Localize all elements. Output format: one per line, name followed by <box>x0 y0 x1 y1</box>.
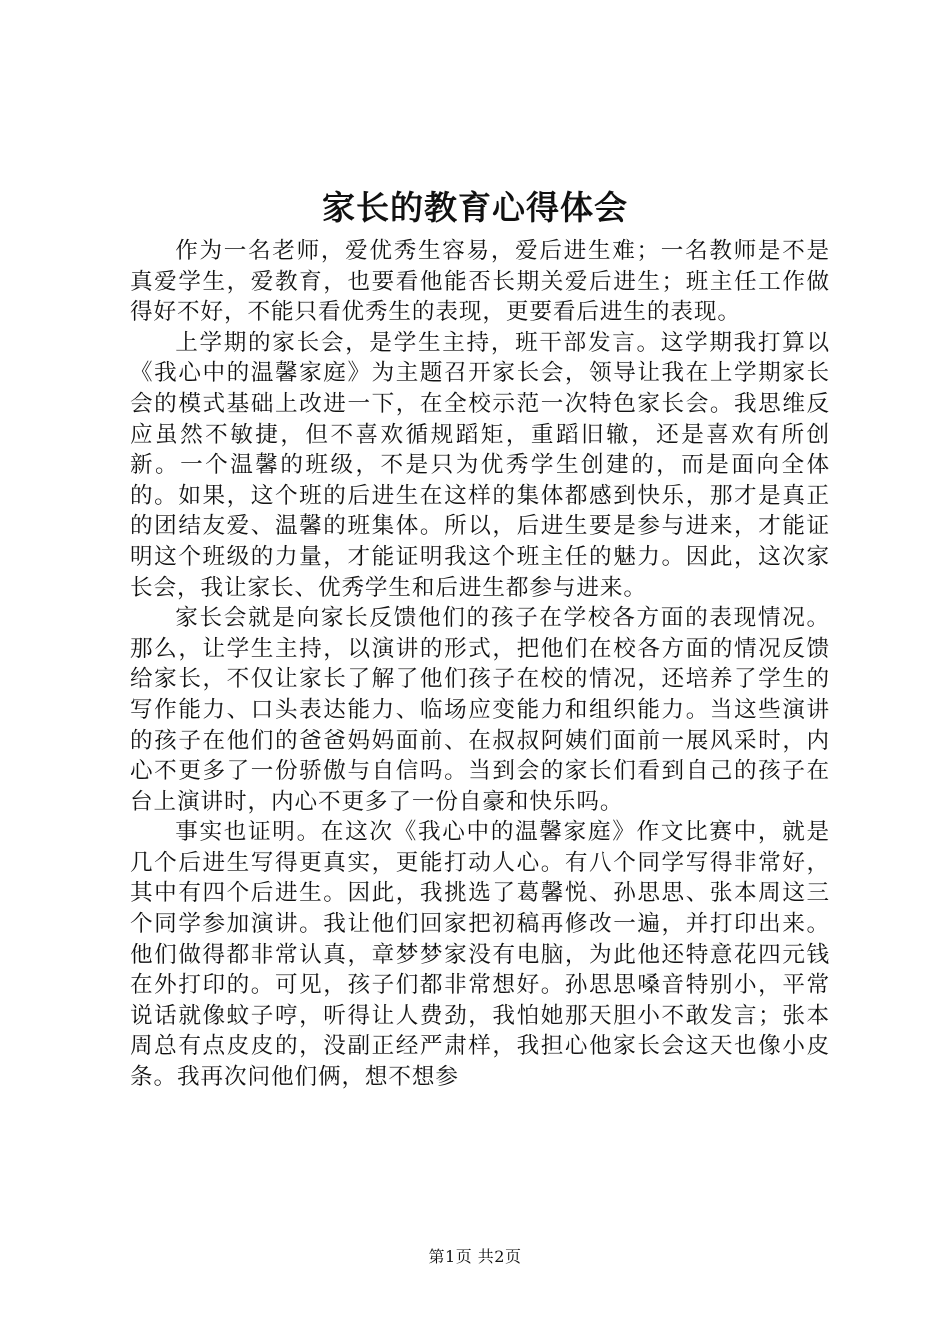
page-number-footer: 第1页 共2页 <box>428 1247 522 1266</box>
paragraph-2: 上学期的家长会，是学生主持，班干部发言。这学期我打算以《我心中的温馨家庭》为主题召开家长会，领导让我在上学期家长会的模式基础上改进一下，在全校示范一次特色家长会。我思维反应虽然不敏捷，但不喜欢循规蹈矩，重蹈旧辙，还是喜欢有所创新。一个温馨的班级，不是只为优秀学生创建的，而是面向全体的。如果，这个班的后进生在这样的集体都感到快乐，那才是真正的团结友爱、温馨的班集体。所以，后进生要是参与进来，才能证明这个班级的力量，才能证明我这个班主任的魅力。因此，这次家长会，我让家长、优秀学生和后进生都参与进来。 <box>130 329 830 601</box>
paragraph-1: 作为一名老师，爱优秀生容易，爱后进生难；一名教师是不是真爱学生，爱教育，也要看他能否长期关爱后进生；班主任工作做得好不好，不能只看优秀生的表现，更要看后进生的表现。 <box>130 238 830 326</box>
paragraph-4: 事实也证明。在这次《我心中的温馨家庭》作文比赛中，就是几个后进生写得更真实，更能打动人心。有八个同学写得非常好，其中有四个后进生。因此，我挑选了葛馨悦、孙思思、张本周这三个同学参加演讲。我让他们回家把初稿再修改一遍，并打印出来。他们做得都非常认真，章梦梦家没有电脑，为此他还特意花四元钱在外打印的。可见，孩子们都非常想好。孙思思嗓音特别小，平常说话就像蚊子哼，听得让人费劲，我怕她那天胆小不敢发言；张本周总有点皮皮的，没副正经严肃样，我担心他家长会这天也像小皮条。我再次问他们俩，想不想参 <box>130 819 830 1091</box>
document-body <box>130 236 830 1093</box>
paragraph-3: 家长会就是向家长反馈他们的孩子在学校各方面的表现情况。那么，让学生主持，以演讲的形式，把他们在校各方面的情况反馈给家长，不仅让家长了解了他们孩子在校的情况，还培养了学生的写作能力、口头表达能力、临场应变能力和组织能力。当这些演讲的孩子在他们的爸爸妈妈面前、在叔叔阿姨们面前一展风采时，内心不更多了一份骄傲与自信吗。当到会的家长们看到自己的孩子在台上演讲时，内心不更多了一份自豪和快乐吗。 <box>130 605 830 815</box>
document-title: 家长的教育心得体会 <box>322 188 628 227</box>
